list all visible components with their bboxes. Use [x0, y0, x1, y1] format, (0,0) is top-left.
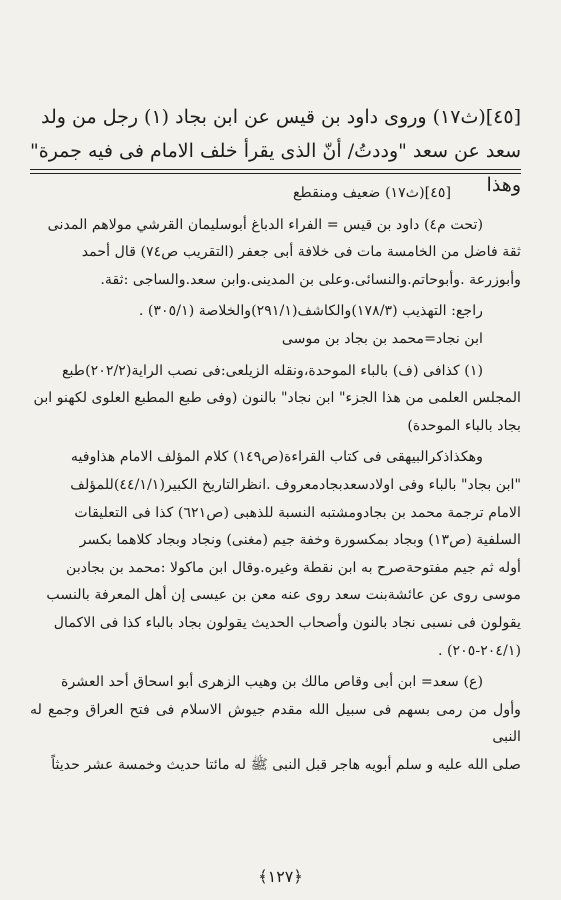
note-line: يقولون فى نسبى نجاد بالنون وأصحاب الحديث يقولون بجاد بالباء كذا فى الاكمال [53, 614, 521, 631]
main-text-line: [٤٥](ث١٧) وروى داود بن قيس عن ابن بجاد (١) رجل من ولد [41, 106, 521, 128]
footnotes [30, 180, 521, 779]
main-text-line: سعد عن سعد "وددتُ/ أنّ الذى يقرأ خلف الامام فى فيه جمرة" وهذا [30, 140, 521, 196]
footnote-divider-top [30, 169, 521, 170]
note-line: موسى روى عن عائشةبنت سعد روى عنه معن بن عيسى إن أهل المعرفة بالنسب [46, 587, 521, 604]
note-line: الامام ترجمة محمد بن بجادومشتبه النسبة للذهبى (ص٦٢١) كذا فى التعليقات [74, 504, 521, 521]
note-line: المجلس العلمى من هذا الجزء" ابن نجاد" بالنون (وفى طبع المطبع العلوى لكهنو ابن [33, 390, 521, 407]
note-line: أوله ثم جيم مفتوحةصرح به ابن نقطة وغيره.وقال ابن ماكولا :محمد بن بجادبن [66, 559, 521, 576]
note-line: السلفية (ص١٣) وبجاد بمكسورة وخفة جيم (مغنى) ونجاد وبجاد كلاهما بكسر [79, 532, 521, 549]
note-line: [٤٥](ث١٧) ضعيف ومنقطع [293, 185, 451, 201]
page-number: ﴿١٢٧﴾ [258, 867, 303, 886]
note-line: ابن نجاد=محمد بن بجاد بن موسى [281, 330, 483, 347]
note-line: (ع) سعد= ابن أبى وقاص مالك بن وهيب الزهرى أبو اسحاق أحد العشرة [61, 674, 483, 691]
note-line: (١) كذافى (ف) بالباء الموحدة،ونقله الزيلعى:فى نصب الراية(٢٠٢/٢)طبع [61, 362, 483, 379]
footnote-divider-bottom [30, 173, 521, 174]
note-line: وأبوزرعة .وأبوحاتم.والنسائى.وعلى بن المدينى.وابن سعد.والساجى :ثقة. [100, 271, 521, 288]
note-line: وهكذاذكرالبيهقى فى كتاب القراءة(ص١٤٩) كلام المؤلف الامام هذاوفيه [70, 449, 483, 466]
note-line: صلى الله عليه و سلم أبويه هاجر قبل النبى ﷺ له مائتا حديث وخمسة عشر حديثاً [51, 756, 521, 773]
note-line: وأول من رمى بسهم فى سبيل الله مقدم جيوش الاسلام فى فتح العراق وجمع له النبى [30, 701, 521, 746]
note-line: "ابن بجاد" بالباء وفى اولادسعدبجادمعروف .انظرالتاريخ الكبير(٤٤/١/١)للمؤلف [70, 476, 521, 493]
note-line: بجاد بالباء الموحدة) [407, 417, 521, 434]
note-line: ثقة فاضل من الخامسة مات فى خلافة أبى جعفر (التقريب ص٧٤) قال أحمد [81, 244, 521, 261]
note-line: (٢٠٤/١-٢٠٥) . [437, 642, 521, 659]
note-line: (تحت م٤) داود بن قيس = الفراء الدباغ أبوسليمان القرشي مولاهم المدنى [47, 216, 483, 233]
note-line: راجع: التهذيب (١٧٨/٣)والكاشف(٢٩١/١)والخلاصة (٣٠٥/١) . [138, 303, 483, 320]
